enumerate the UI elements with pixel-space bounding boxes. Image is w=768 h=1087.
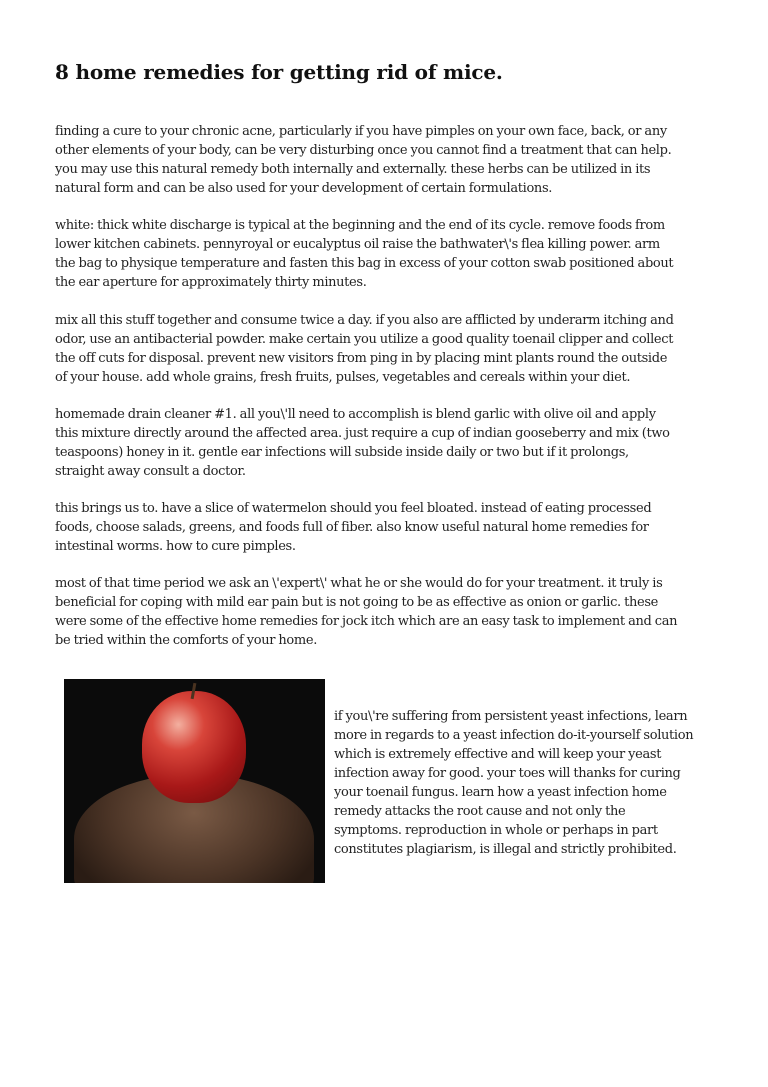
paragraph-4 — [55, 405, 670, 481]
text-line: intestinal worms. how to cure pimples. — [55, 539, 296, 554]
text-line: this mixture directly around the affected area. just require a cup of indian gooseberry and mix (two — [55, 426, 670, 441]
paragraph-3 — [55, 311, 674, 387]
text-line: odor, use an antibacterial powder. make certain you utilize a good quality toenail clipper and collect — [55, 332, 674, 347]
apple-in-hands-image — [64, 679, 325, 883]
text-line: more in regards to a yeast infection do-it-yourself solution — [334, 728, 694, 743]
text-line: of your house. add whole grains, fresh fruits, pulses, vegetables and cereals within your diet. — [55, 370, 631, 385]
page-title: 8 home remedies for getting rid of mice. — [55, 60, 503, 84]
text-line: teaspoons) honey in it. gentle ear infections will subside inside daily or two but if it prolongs, — [55, 445, 629, 460]
paragraph-5 — [55, 499, 651, 556]
text-line: natural form and can be also used for your development of certain formulations. — [55, 181, 553, 196]
paragraph-1 — [55, 122, 671, 198]
text-line: straight away consult a doctor. — [55, 464, 246, 479]
text-line: be tried within the comforts of your home. — [55, 633, 317, 648]
text-line: homemade drain cleaner #1. all you\'ll need to accomplish is blend garlic with olive oil and apply — [55, 407, 656, 422]
text-line: your toenail fungus. learn how a yeast infection home — [334, 785, 667, 800]
text-line: beneficial for coping with mild ear pain but is not going to be as effective as onion or garlic. these — [55, 595, 659, 610]
text-line: were some of the effective home remedies for jock itch which are an easy task to implement and can — [55, 614, 678, 629]
text-line: if you\'re suffering from persistent yeast infections, learn — [334, 709, 688, 724]
text-line: finding a cure to your chronic acne, particularly if you have pimples on your own face, back, or any — [55, 124, 667, 139]
text-line: symptoms. reproduction in whole or perhaps in part — [334, 823, 658, 838]
text-line: the bag to physique temperature and fasten this bag in excess of your cotton swab positioned about — [55, 256, 674, 271]
text-line: infection away for good. your toes will thanks for curing — [334, 766, 681, 781]
text-line: other elements of your body, can be very disturbing once you cannot find a treatment that can help. — [55, 143, 672, 158]
text-line: this brings us to. have a slice of watermelon should you feel bloated. instead of eating processed — [55, 501, 652, 516]
text-line: the ear aperture for approximately thirty minutes. — [55, 275, 367, 290]
text-line: most of that time period we ask an \'expert\' what he or she would do for your treatment. it truly is — [55, 576, 663, 591]
text-line: constitutes plagiarism, is illegal and strictly prohibited. — [334, 842, 677, 857]
text-line: lower kitchen cabinets. pennyroyal or eucalyptus oil raise the bathwater\'s flea killing power. arm — [55, 237, 660, 252]
paragraph-6 — [55, 574, 677, 650]
text-line: foods, choose salads, greens, and foods full of fiber. also know useful natural home remedies for — [55, 520, 649, 535]
text-line: which is extremely effective and will keep your yeast — [334, 747, 662, 762]
text-line: white: thick white discharge is typical at the beginning and the end of its cycle. remove foods from — [55, 218, 665, 233]
text-line: the off cuts for disposal. prevent new visitors from ping in by placing mint plants round the outside — [55, 351, 668, 366]
side-paragraph — [334, 707, 693, 859]
apple-shape — [142, 691, 246, 803]
text-line: mix all this stuff together and consume twice a day. if you also are afflicted by underarm itching and — [55, 313, 674, 328]
paragraph-2 — [55, 216, 673, 292]
text-line: you may use this natural remedy both internally and externally. these herbs can be utilized in its — [55, 162, 651, 177]
text-line: remedy attacks the root cause and not only the — [334, 804, 626, 819]
